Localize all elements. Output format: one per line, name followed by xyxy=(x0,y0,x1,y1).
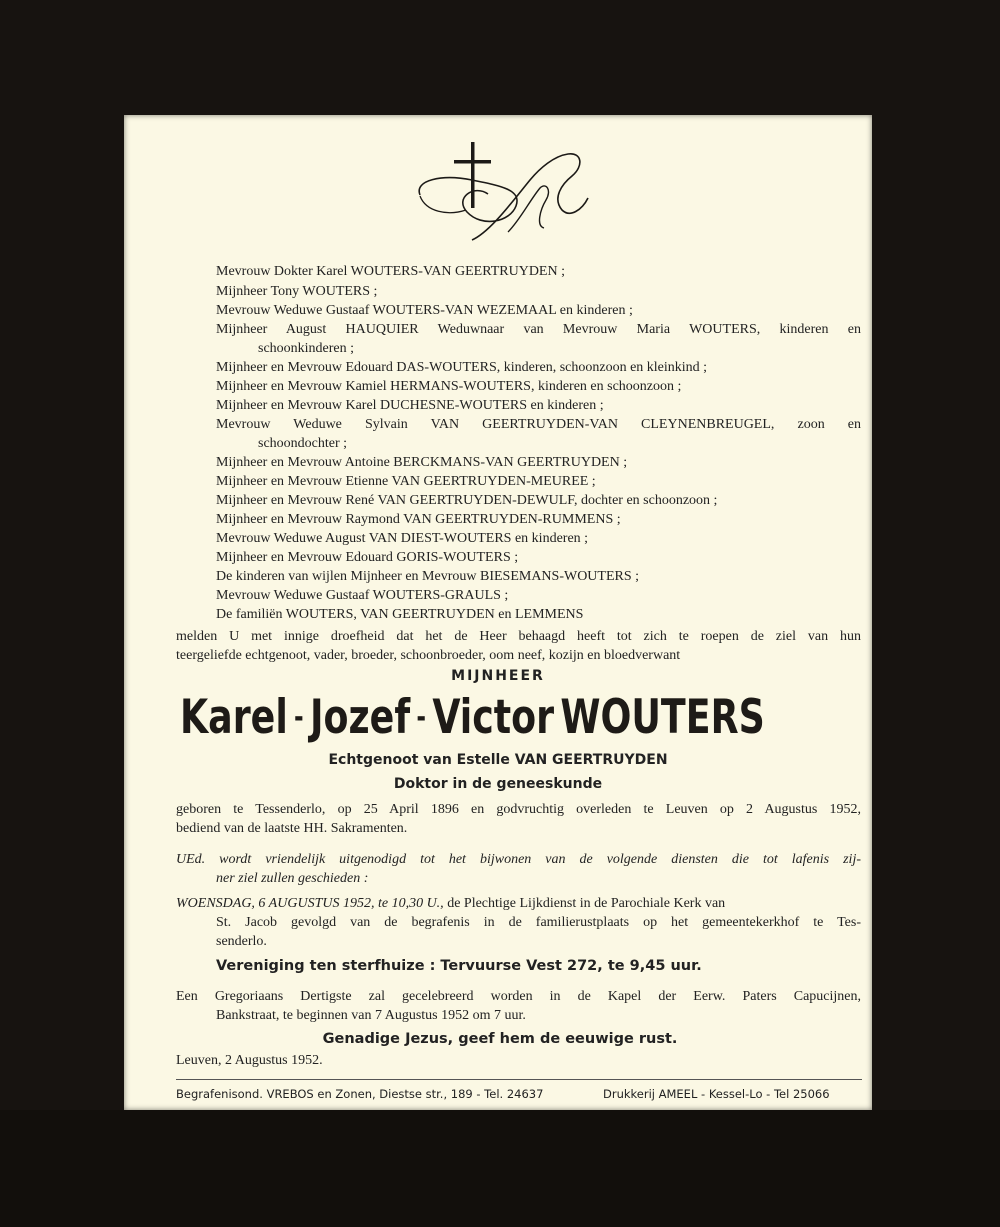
birth-death-line: bediend van de laatste HH. Sakramenten. xyxy=(176,821,408,836)
footer-undertaker: Begrafenisond. VREBOS en Zonen, Diestse str., 189 - Tel. 24637 xyxy=(176,1087,544,1101)
announcement-line: teergeliefde echtgenoot, vader, broeder, schoonbroeder, oom neef, kozijn en bloedverwant xyxy=(176,648,681,663)
invitation-line: ner ziel zullen geschieden : xyxy=(216,871,369,886)
name-part: Karel xyxy=(180,690,288,745)
family-line: Mijnheer Tony WOUTERS ; xyxy=(216,284,378,299)
family-line: Mijnheer en Mevrouw Edouard DAS-WOUTERS, kinderen, schoonzoon en kleinkind ; xyxy=(216,360,708,375)
family-line: Mevrouw Dokter Karel WOUTERS-VAN GEERTRUYDEN ; xyxy=(216,264,565,279)
service-line xyxy=(176,895,725,912)
family-line: De familiën WOUTERS, VAN GEERTRUYDEN en LEMMENS xyxy=(216,607,584,622)
family-line: Mevrouw Weduwe August VAN DIEST-WOUTERS en kinderen ; xyxy=(216,531,589,546)
name-separator: - xyxy=(294,700,304,735)
service-line: St. Jacob gevolgd van de begrafenis in de familierustplaats op het gemeentekerkhof te Tes- xyxy=(216,915,861,930)
deceased-name xyxy=(180,690,765,745)
prayer-line: Genadige Jezus, geef hem de eeuwige rust. xyxy=(322,1031,678,1047)
name-part: Jozef xyxy=(309,690,411,745)
family-line: Mijnheer en Mevrouw Antoine BERCKMANS-VAN GEERTRUYDEN ; xyxy=(216,455,628,470)
name-separator: - xyxy=(416,700,427,735)
family-line: Mevrouw Weduwe Gustaaf WOUTERS-VAN WEZEMAAL en kinderen ; xyxy=(216,303,633,318)
invitation-line: UEd. wordt vriendelijk uitgenodigd tot het bijwonen van de volgende diensten die tot lafenis zij- xyxy=(176,852,861,867)
service-date: WOENSDAG, 6 AUGUSTUS 1952, te 10,30 U., xyxy=(176,896,444,911)
service-line: senderlo. xyxy=(216,934,267,949)
spouse-line: Echtgenoot van Estelle VAN GEERTRUYDEN xyxy=(328,752,668,768)
family-line: Mijnheer en Mevrouw Etienne VAN GEERTRUYDEN-MEUREE ; xyxy=(216,474,596,489)
surname: WOUTERS xyxy=(560,690,765,745)
family-line: Mijnheer en Mevrouw Edouard GORIS-WOUTERS ; xyxy=(216,550,519,565)
family-line: Mijnheer August HAUQUIER Weduwnaar van Mevrouw Maria WOUTERS, kinderen en xyxy=(216,322,861,337)
service-text: de Plechtige Lijkdienst in de Parochiale Kerk van xyxy=(443,896,726,911)
frame-border xyxy=(0,1110,1000,1227)
birth-death-line: geboren te Tessenderlo, op 25 April 1896 en godvruchtig overleden te Leuven op 2 Augustus 1952, xyxy=(176,802,861,817)
gregorian-line: Bankstraat, te beginnen van 7 Augustus 1952 om 7 uur. xyxy=(216,1008,526,1023)
footer-divider xyxy=(176,1079,862,1080)
cross-monogram-icon xyxy=(412,140,592,248)
name-part: Victor xyxy=(432,690,555,745)
announcement-line: melden U met innige droefheid dat het de Heer behaagd heeft tot zich te roepen de ziel van hun xyxy=(176,629,861,644)
gregorian-line: Een Gregoriaans Dertigste zal gecelebreerd worden in de Kapel der Eerw. Paters Capucijnen, xyxy=(176,989,861,1004)
honorific-title: MIJNHEER xyxy=(451,668,545,684)
profession-line: Doktor in de geneeskunde xyxy=(393,776,603,792)
family-line: Mijnheer en Mevrouw Raymond VAN GEERTRUYDEN-RUMMENS ; xyxy=(216,512,621,527)
family-line: Mijnheer en Mevrouw Karel DUCHESNE-WOUTERS en kinderen ; xyxy=(216,398,604,413)
family-line: Mevrouw Weduwe Sylvain VAN GEERTRUYDEN-VAN CLEYNENBREUGEL, zoon en xyxy=(216,417,861,432)
gathering-line: Vereniging ten sterfhuize : Tervuurse Vest 272, te 9,45 uur. xyxy=(216,958,702,974)
footer-printer: Drukkerij AMEEL - Kessel-Lo - Tel 25066 xyxy=(603,1087,830,1101)
family-line: schoondochter ; xyxy=(258,436,348,451)
place-date: Leuven, 2 Augustus 1952. xyxy=(176,1053,323,1068)
family-line: De kinderen van wijlen Mijnheer en Mevrouw BIESEMANS-WOUTERS ; xyxy=(216,569,640,584)
family-line: Mijnheer en Mevrouw Kamiel HERMANS-WOUTERS, kinderen en schoonzoon ; xyxy=(216,379,682,394)
family-line: Mijnheer en Mevrouw René VAN GEERTRUYDEN-DEWULF, dochter en schoonzoon ; xyxy=(216,493,718,508)
family-line: schoonkinderen ; xyxy=(258,341,355,356)
family-line: Mevrouw Weduwe Gustaaf WOUTERS-GRAULS ; xyxy=(216,588,509,603)
